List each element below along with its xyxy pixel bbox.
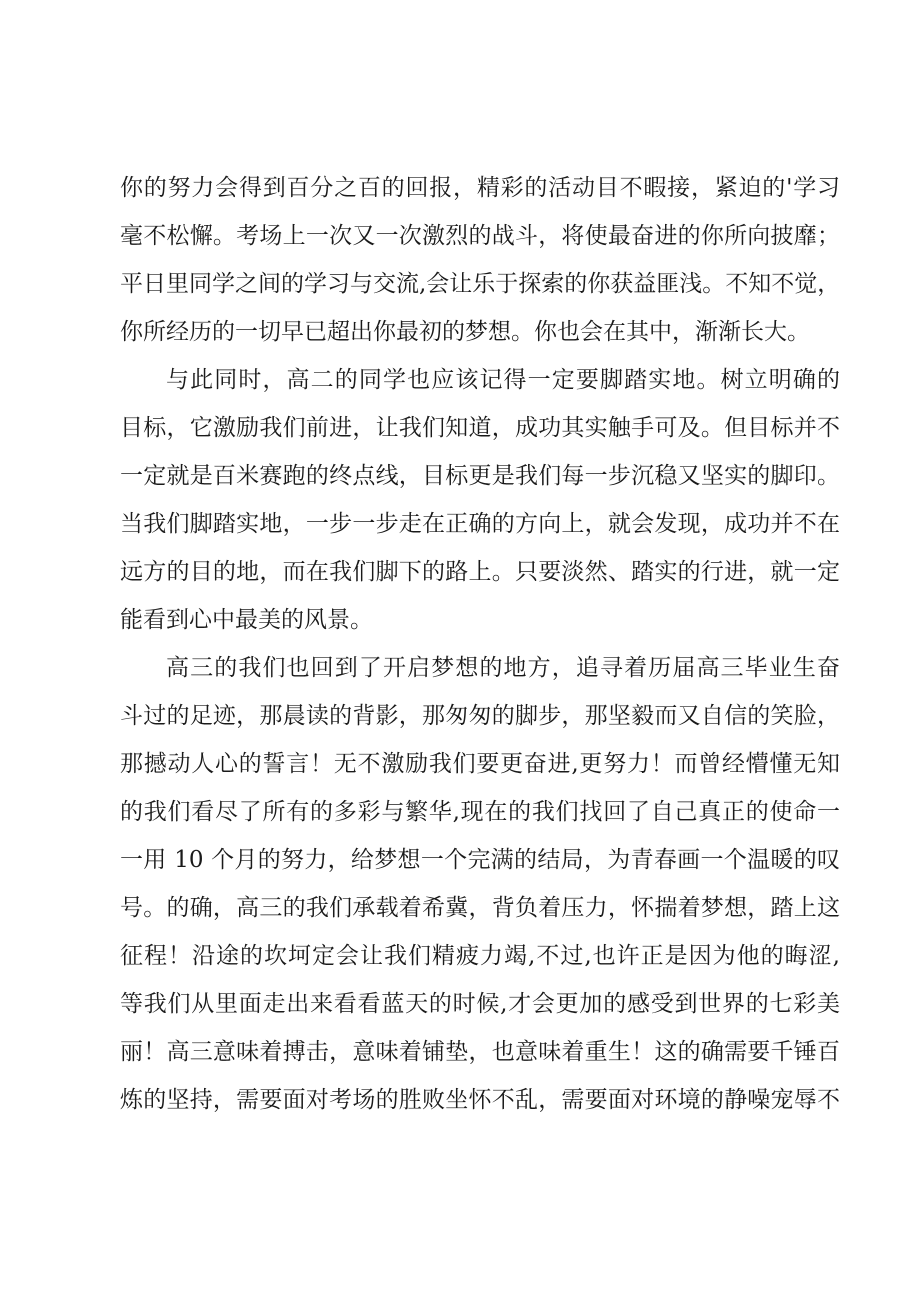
text-line: 目标，它激励我们前进，让我们知道，成功其实触手可及。但目标并不 xyxy=(120,415,840,441)
text-line: 一用 10 个月的努力，给梦想一个完满的结局，为青春画一个温暖的叹 xyxy=(120,847,840,873)
text-line: 号。的确，高三的我们承载着希冀，背负着压力，怀揣着梦想，踏上这 xyxy=(120,895,840,921)
text-line: 的我们看尽了所有的多彩与繁华,现在的我们找回了自己真正的使命一 xyxy=(120,799,840,825)
text-line: 你所经历的一切早已超出你最初的梦想。你也会在其中，渐渐长大。 xyxy=(120,319,810,345)
text-line: 一定就是百米赛跑的终点线，目标更是我们每一步沉稳又坚实的脚印。 xyxy=(120,463,840,489)
text-line: 当我们脚踏实地，一步一步走在正确的方向上，就会发现，成功并不在 xyxy=(120,511,840,537)
text-line: 等我们从里面走出来看看蓝天的时候,才会更加的感受到世界的七彩美 xyxy=(120,991,840,1017)
text-line: 那撼动人心的誓言！无不激励我们要更奋进,更努力！而曾经懵懂无知 xyxy=(120,751,840,777)
text-line: 与此同时，高二的同学也应该记得一定要脚踏实地。树立明确的 xyxy=(166,367,840,393)
text-line: 你的努力会得到百分之百的回报，精彩的活动目不暇接，紧迫的'学习 xyxy=(120,175,840,201)
text-line: 征程！沿途的坎坷定会让我们精疲力竭,不过,也许正是因为他的晦涩, xyxy=(120,943,840,969)
text-line: 丽！高三意味着搏击，意味着铺垫，也意味着重生！这的确需要千锤百 xyxy=(120,1039,840,1065)
text-line: 高三的我们也回到了开启梦想的地方，追寻着历届高三毕业生奋 xyxy=(166,655,840,681)
text-line: 能看到心中最美的风景。 xyxy=(120,607,373,633)
text-line: 斗过的足迹，那晨读的背影，那匆匆的脚步，那坚毅而又自信的笑脸， xyxy=(120,703,840,729)
text-line: 平日里同学之间的学习与交流,会让乐于探索的你获益匪浅。不知不觉， xyxy=(120,271,840,297)
text-line: 远方的目的地，而在我们脚下的路上。只要淡然、踏实的行进，就一定 xyxy=(120,559,840,585)
text-line: 炼的坚持，需要面对考场的胜败坐怀不乱，需要面对环境的静噪宠辱不 xyxy=(120,1087,840,1113)
text-line: 毫不松懈。考场上一次又一次激烈的战斗，将使最奋进的你所向披靡； xyxy=(120,223,840,249)
